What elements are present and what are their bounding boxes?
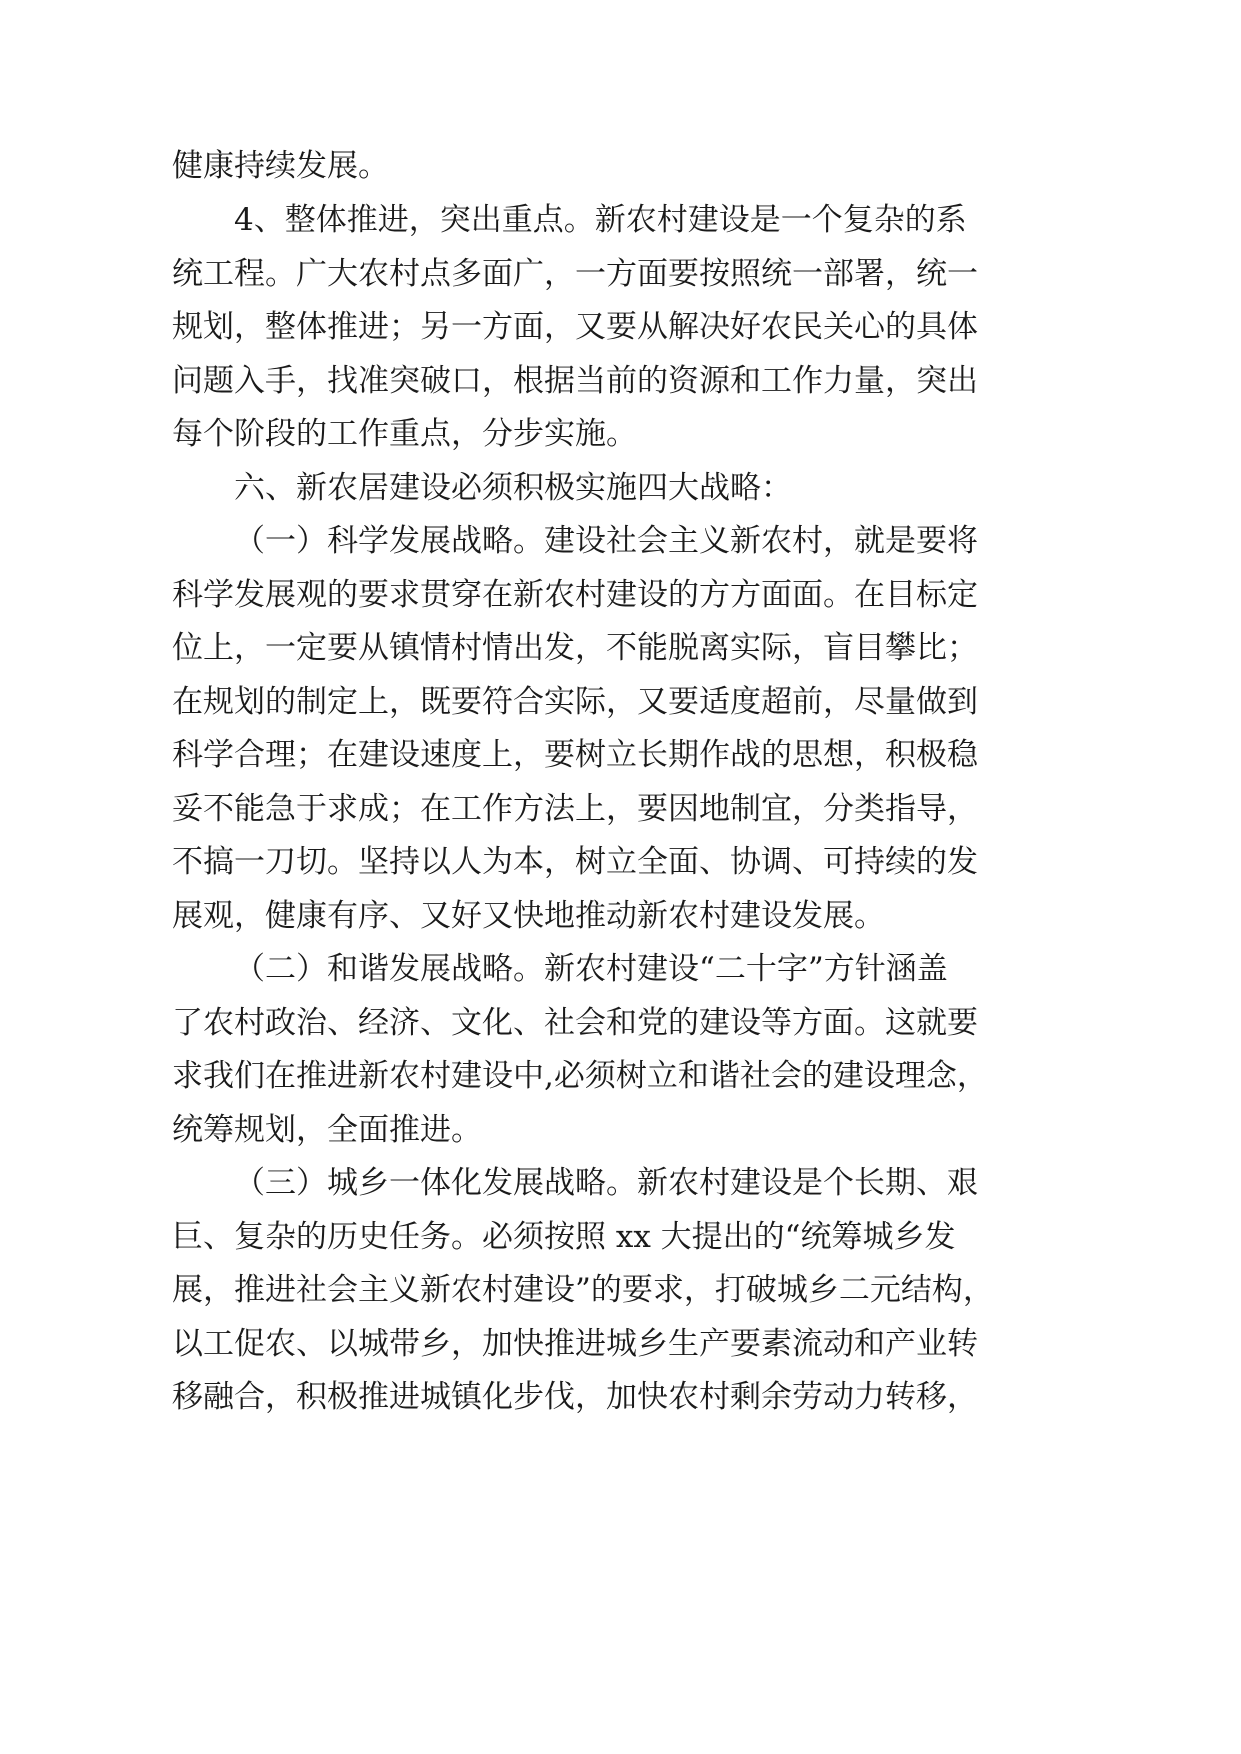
text-line: 移融合，积极推进城镇化步伐，加快农村剩余劳动力转移， bbox=[172, 1379, 978, 1415]
strategy-3-line-1: （三）城乡一体化发展战略。新农村建设是个长期、艰 bbox=[234, 1165, 978, 1201]
text-line: 在规划的制定上，既要符合实际，又要适度超前，尽量做到 bbox=[172, 684, 978, 720]
text-line: 位上，一定要从镇情村情出发，不能脱离实际，盲目攀比； bbox=[172, 630, 978, 666]
text-line: 问题入手，找准突破口，根据当前的资源和工作力量，突出 bbox=[172, 363, 978, 399]
text-line: 妥不能急于求成；在工作方法上，要因地制宜，分类指导， bbox=[172, 791, 978, 827]
text-line: 科学发展观的要求贯穿在新农村建设的方方面面。在目标定 bbox=[172, 577, 978, 613]
text-line: 统筹规划，全面推进。 bbox=[172, 1112, 482, 1148]
text-line: 不搞一刀切。坚持以人为本，树立全面、协调、可持续的发 bbox=[172, 844, 978, 880]
text-line: 巨、复杂的历史任务。必须按照 xx 大提出的“统筹城乡发 bbox=[172, 1219, 956, 1255]
paragraph-4-line-1: 4、整体推进，突出重点。新农村建设是一个复杂的系 bbox=[234, 202, 967, 238]
text-line: 科学合理；在建设速度上，要树立长期作战的思想，积极稳 bbox=[172, 737, 978, 773]
text-line: 了农村政治、经济、文化、社会和党的建设等方面。这就要 bbox=[172, 1005, 978, 1041]
text-line: 健康持续发展。 bbox=[172, 148, 389, 184]
section-heading-six: 六、新农居建设必须积极实施四大战略： bbox=[234, 470, 792, 506]
text-line: 规划，整体推进；另一方面，又要从解决好农民关心的具体 bbox=[172, 309, 978, 345]
text-line: 展，推进社会主义新农村建设”的要求，打破城乡二元结构， bbox=[172, 1272, 994, 1308]
text-line: 求我们在推进新农村建设中,必须树立和谐社会的建设理念， bbox=[172, 1058, 988, 1094]
text-line: 以工促农、以城带乡，加快推进城乡生产要素流动和产业转 bbox=[172, 1326, 978, 1362]
strategy-1-line-1: （一）科学发展战略。建设社会主义新农村，就是要将 bbox=[234, 523, 978, 559]
text-line: 统工程。广大农村点多面广，一方面要按照统一部署，统一 bbox=[172, 256, 978, 292]
text-line: 每个阶段的工作重点，分步实施。 bbox=[172, 416, 637, 452]
text-line: 展观，健康有序、又好又快地推动新农村建设发展。 bbox=[172, 898, 885, 934]
strategy-2-line-1: （二）和谐发展战略。新农村建设“二十字”方针涵盖 bbox=[234, 951, 948, 987]
